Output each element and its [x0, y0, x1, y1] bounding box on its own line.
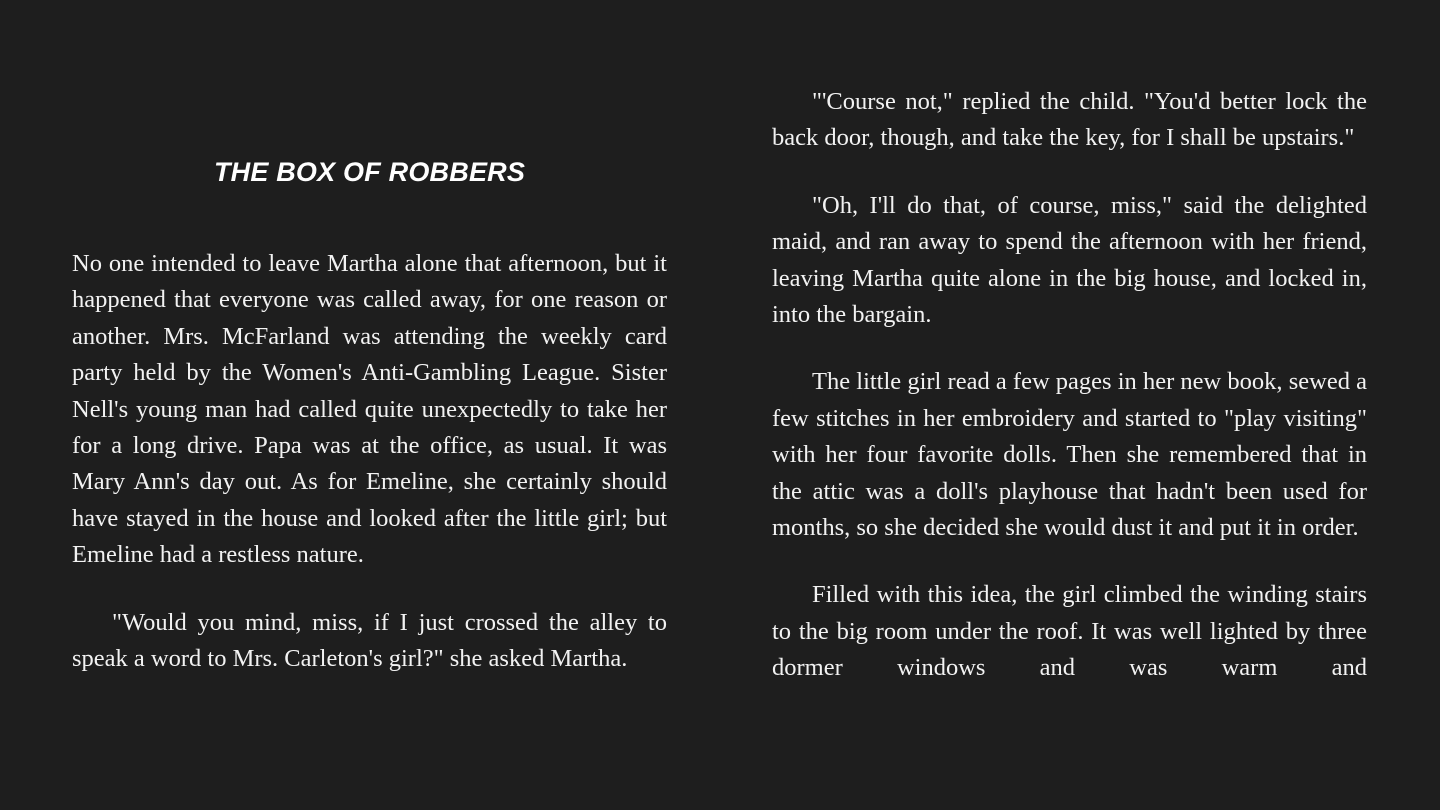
- paragraph: "Would you mind, miss, if I just crossed the alley to speak a word to Mrs. Carleton's girl?" she asked Martha.: [72, 608, 667, 673]
- paragraph: "'Course not," replied the child. "You'd better lock the back door, though, and take the key, for I shall be upstairs.": [772, 88, 1367, 152]
- chapter-title: THE BOX OF ROBBERS: [213, 157, 526, 187]
- left-page-text: [72, 246, 667, 708]
- left-page: [72, 0, 667, 810]
- paragraph: "Oh, I'll do that, of course, miss," said the delighted maid, and ran away to spend the afternoon with her friend, leaving Martha quite alone in the big house, and locked in, into the bargain.: [772, 191, 1367, 329]
- paragraph-continued: Filled with this idea, the girl climbed the winding stairs to the big room under the roof. It was well lighted by three dormer windows and was warm and: [772, 581, 1367, 682]
- paragraph: No one intended to leave Martha alone that afternoon, but it happened that everyone was called away, for one reason or another. Mrs. McFarland was attending the weekly card party held by the Women's Anti-Gambling League. Sister Nell's young man had called quite unexpectedly to take her for a long drive. Papa was at the office, as usual. It was Mary Ann's day out. As for Emeline, she certainly should have stayed in the house and looked after the little girl; but Emeline had a restless nature.: [72, 250, 667, 569]
- paragraph: The little girl read a few pages in her new book, sewed a few stitches in her embroidery and started to "play visiting" with her four favorite dolls. Then she remembered that in the attic was a doll's playhouse that hadn't been used for months, so she decided she would dust it and put it in order.: [772, 368, 1367, 542]
- right-page: [772, 0, 1367, 810]
- right-page-text: [772, 84, 1367, 687]
